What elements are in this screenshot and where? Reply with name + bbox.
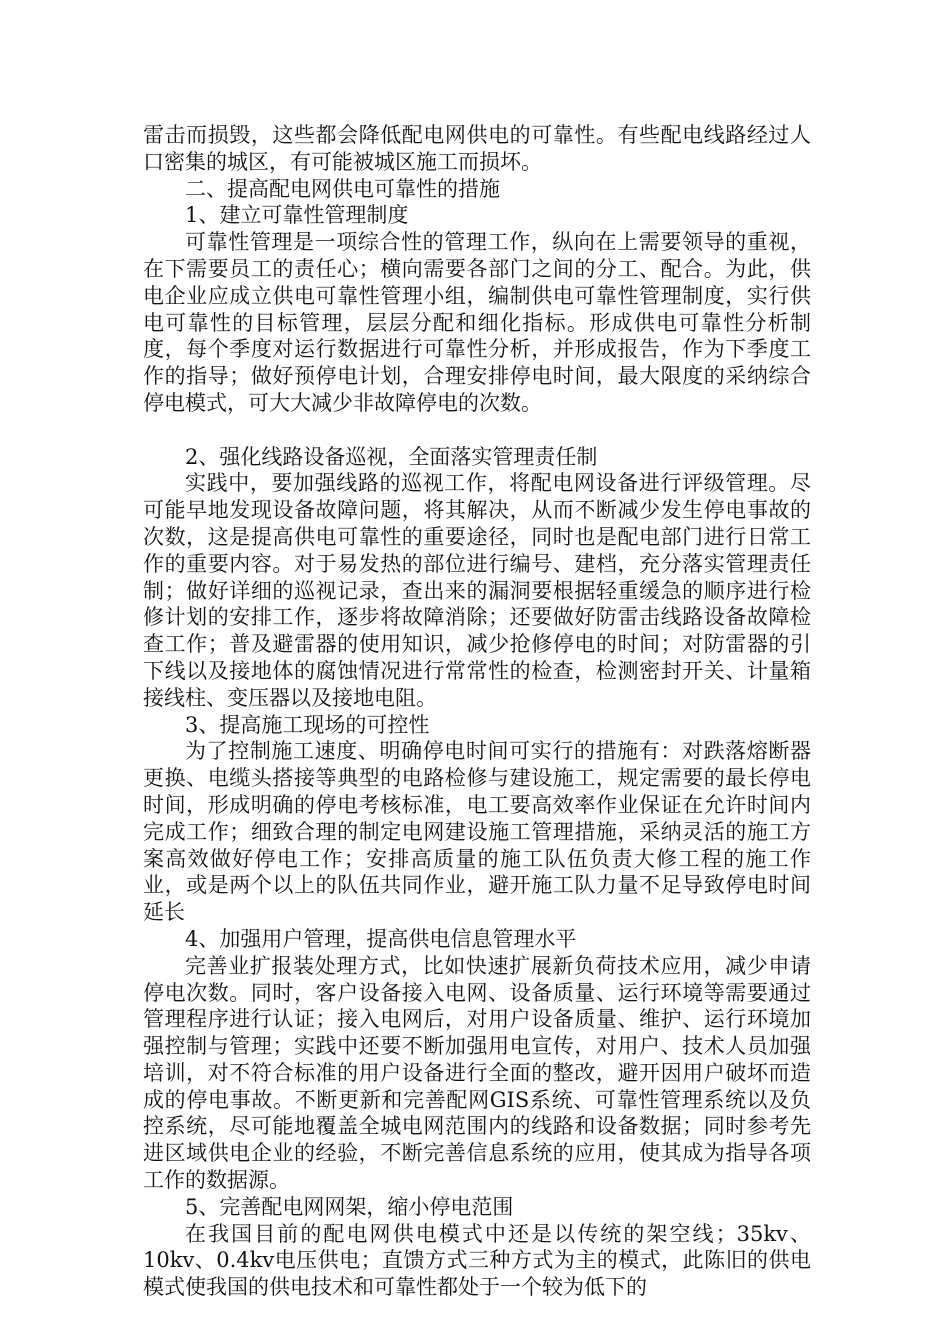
paragraph-gap — [143, 417, 811, 444]
subsection-3-heading: 3、提高施工现场的可控性 — [185, 712, 430, 737]
section-2-heading: 二、提高配电网供电可靠性的措施 — [185, 176, 500, 201]
subsection-1-paragraph: 可靠性管理是一项综合性的管理工作，纵向在上需要领导的重视，在下需要员工的责任心；横向需要各部门之间的分工、配合。为此，供电企业应成立供电可靠性管理小组，编制供电可靠性管理制度，实行供电可靠性的目标管理，层层分配和细化指标。形成供电可靠性分析制度，每个季度对运行数据进行可靠性分析，并形成报告，作为下季度工作的指导；做好预停电计划，合理安排停电时间，最大限度的采纳综合停电模式，可大大减少非故障停电的次数。 — [143, 230, 811, 415]
intro-paragraph: 雷击而损毁，这些都会降低配电网供电的可靠性。有些配电线路经过人口密集的城区，有可能被城区施工而损坏。 — [143, 123, 811, 174]
subsection-4-paragraph: 完善业扩报装处理方式，比如快速扩展新负荷技术应用，减少申请停电次数。同时，客户设备接入电网、设备质量、运行环境等需要通过管理程序进行认证；接入电网后，对用户设备质量、维护、运行环境加强控制与管理；实践中还要不断加强用电宣传，对用户、技术人员加强培训，对不符合标准的用户设备进行全面的整改，避开因用户破坏而造成的停电事故。不断更新和完善配网GIS系统、可靠性管理系统以及负控系统，尽可能地覆盖全城电网范围内的线路和设备数据；同时参考先进区域供电企业的经验，不断完善信息系统的应用，使其成为指导各项工作的数据源。 — [143, 953, 811, 1193]
subsection-2-paragraph: 实践中，要加强线路的巡视工作，将配电网设备进行评级管理。尽可能早地发现设备故障问题，将其解决，从而不断减少发生停电事故的次数，这是提高供电可靠性的重要途径，同时也是配电部门进行日常工作的重要内容。对于易发热的部位进行编号、建档，充分落实管理责任制；做好详细的巡视记录，查出来的漏洞要根据轻重缓急的顺序进行检修计划的安排工作，逐步将故障消除；还要做好防雷击线路设备故障检查工作；普及避雷器的使用知识，减少抢修停电的时间；对防雷器的引下线以及接地体的腐蚀情况进行常常性的检查，检测密封开关、计量箱接线柱、变压器以及接地电阻。 — [143, 471, 811, 710]
subsection-5-heading: 5、完善配电网网架，缩小停电范围 — [185, 1194, 514, 1219]
subsection-4-heading: 4、加强用户管理，提高供电信息管理水平 — [185, 926, 577, 951]
subsection-5-paragraph: 在我国目前的配电网供电模式中还是以传统的架空线；35kv、10kv、0.4kv电压供电；直馈方式三种方式为主的模式，此陈旧的供电模式使我国的供电技术和可靠性都处于一个较为低下的 — [143, 1221, 811, 1300]
subsection-3-paragraph: 为了控制施工速度、明确停电时间可实行的措施有：对跌落熔断器更换、电缆头搭接等典型的电路检修与建设施工，规定需要的最长停电时间，形成明确的停电考核标准，电工要高效率作业保证在允许时间内完成工作；细致合理的制定电网建设施工管理措施，采纳灵活的施工方案高效做好停电工作；安排高质量的施工队伍负责大修工程的施工作业，或是两个以上的队伍共同作业，避开施工队力量不足导致停电时间延长 — [143, 739, 811, 925]
subsection-1-heading: 1、建立可靠性管理制度 — [185, 203, 409, 228]
subsection-2-heading: 2、强化线路设备巡视，全面落实管理责任制 — [185, 444, 598, 469]
document-body — [143, 122, 811, 1301]
